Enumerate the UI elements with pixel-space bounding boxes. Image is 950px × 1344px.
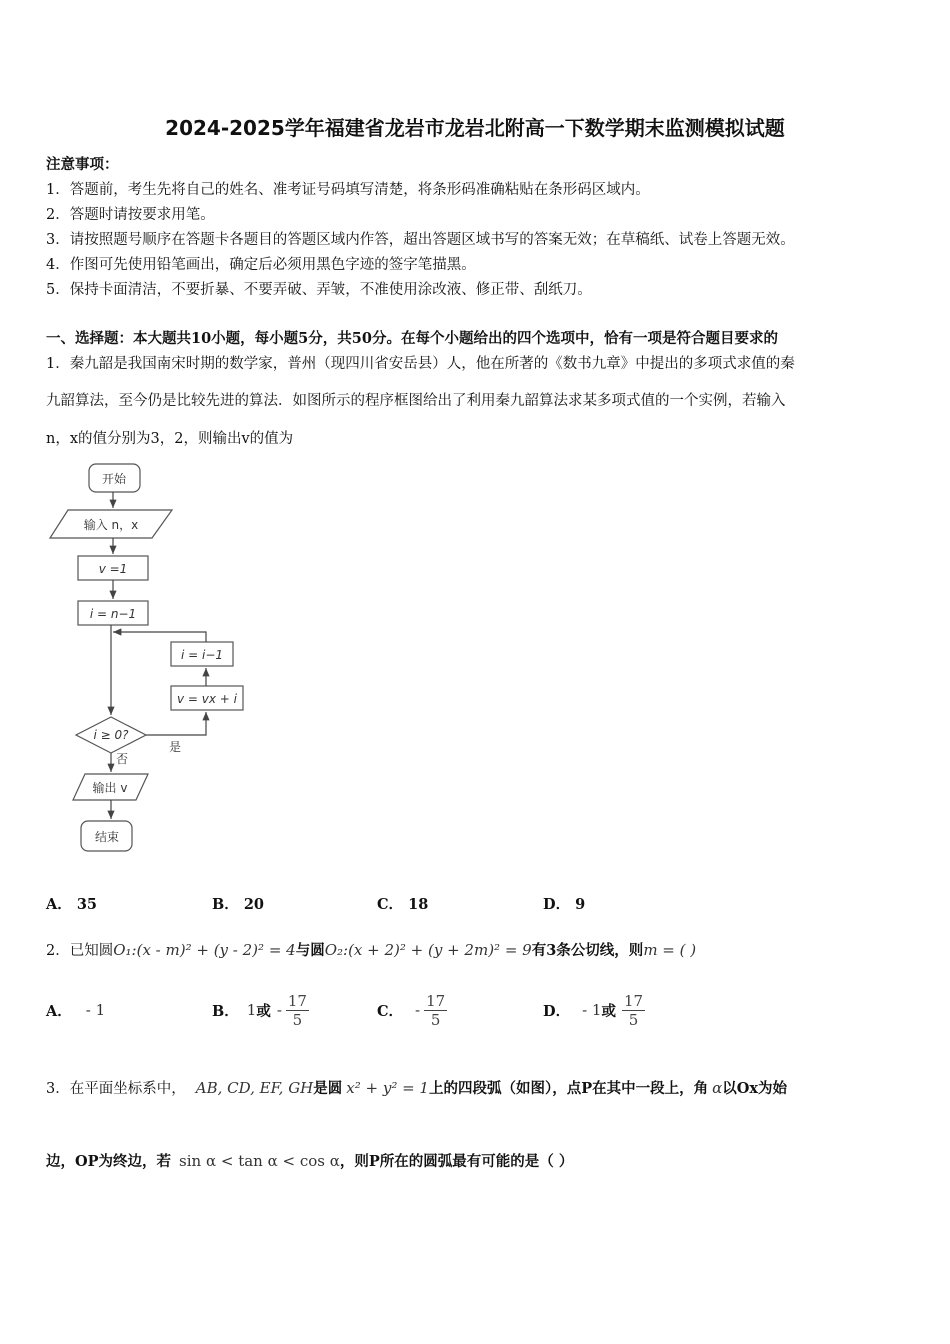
flowchart: [40, 455, 270, 860]
notice-item: 1．答题前，考生先将自己的姓名、准考证号码填写清楚，将条形码准确粘贴在条形码区域内。: [46, 182, 650, 198]
q2-circle1: O₁:(x - m)² + (y - 2)² = 4: [113, 941, 296, 959]
q3-stem-line2: 边，OP为终边，若 sin α < tan α < cos α，则P所在的圆弧最有可能的是（ ）: [46, 1152, 574, 1170]
q1-option-c[interactable]: C． 18: [377, 896, 429, 913]
q3-arcs: AB, CD, EF, GH: [195, 1079, 314, 1097]
q3-condition: sin α < tan α < cos α: [179, 1152, 340, 1170]
q2-circle2: O₂:(x + 2)² + (y + 2m)² = 9: [324, 941, 532, 959]
notice-item: 5．保持卡面清洁，不要折暴、不要弄破、弄皱，不准使用涂改液、修正带、刮纸刀。: [46, 282, 592, 298]
q2-option-b[interactable]: B． 1 或 - $\frac{17}{5}$: [212, 991, 307, 1029]
flow-output-label: 输出 v: [92, 781, 128, 795]
flow-i-init-label: i = n−1: [89, 607, 137, 621]
notice-heading: 注意事项：: [46, 156, 119, 173]
q1-text-line1: 1．秦九韶是我国南宋时期的数学家，普州（现四川省安岳县）人，他在所著的《数书九章》中提出的多项式求值的秦: [46, 356, 795, 372]
q1-text-line2: 九韶算法，至今仍是比较先进的算法．如图所示的程序框图给出了利用秦九韶算法求某多项式值的一个实例，若输入: [46, 393, 786, 409]
notice-item: 2．答题时请按要求用笔。: [46, 207, 215, 223]
q1-option-b[interactable]: B． 20: [212, 896, 265, 913]
flow-yes-label: 是: [168, 740, 182, 754]
flow-end-label: 结束: [94, 830, 120, 844]
flow-i-dec-label: i = i−1: [180, 648, 224, 662]
section-heading: 一、选择题：本大题共10小题，每小题5分，共50分。在每个小题给出的四个选项中，恰有一项是符合题目要求的: [46, 330, 778, 347]
q2-option-a[interactable]: A． - 1: [46, 1001, 106, 1020]
flow-start-label: 开始: [101, 472, 127, 486]
q2-option-c[interactable]: C． - $\frac{17}{5}$: [377, 991, 446, 1029]
q3-stem-line1: 3．在平面坐标系中， AB, CD, EF, GH是圆 x² + y² = 1上的四段弧（如图），点P在其中一段上，角 α以Ox为始: [46, 1079, 788, 1097]
q3-circle: x² + y² = 1: [346, 1079, 429, 1097]
q2-option-d[interactable]: D． - 1 或 $\frac{17}{5}$: [543, 991, 644, 1029]
flow-no-label: 否: [115, 752, 129, 766]
flow-v-init-label: v =1: [98, 562, 128, 576]
flow-v-update-label: v = vx + i: [176, 692, 238, 706]
page-title: 2024-2025学年福建省龙岩市龙岩北附高一下数学期末监测模拟试题: [165, 116, 785, 140]
flow-input-label: 输入 n，x: [83, 518, 139, 532]
notice-item: 4．作图可先使用铅笔画出，确定后必须用黑色字迹的签字笔描黑。: [46, 257, 476, 273]
q1-option-d[interactable]: D． 9: [543, 896, 586, 913]
q1-text-line3: n，x的值分别为3，2，则输出v的值为: [46, 431, 294, 447]
notice-item: 3．请按照题号顺序在答题卡各题目的答题区域内作答，超出答题区域书写的答案无效；在草稿纸、试卷上答题无效。: [46, 232, 795, 248]
q2-stem: 2．已知圆O₁:(x - m)² + (y - 2)² = 4与圆O₂:(x + 2)² + (y + 2m)² = 9有3条公切线，则m = ( ): [46, 941, 697, 959]
flow-condition-label: i ≥ 0?: [93, 728, 129, 742]
q1-option-a[interactable]: A． 35: [46, 896, 98, 913]
